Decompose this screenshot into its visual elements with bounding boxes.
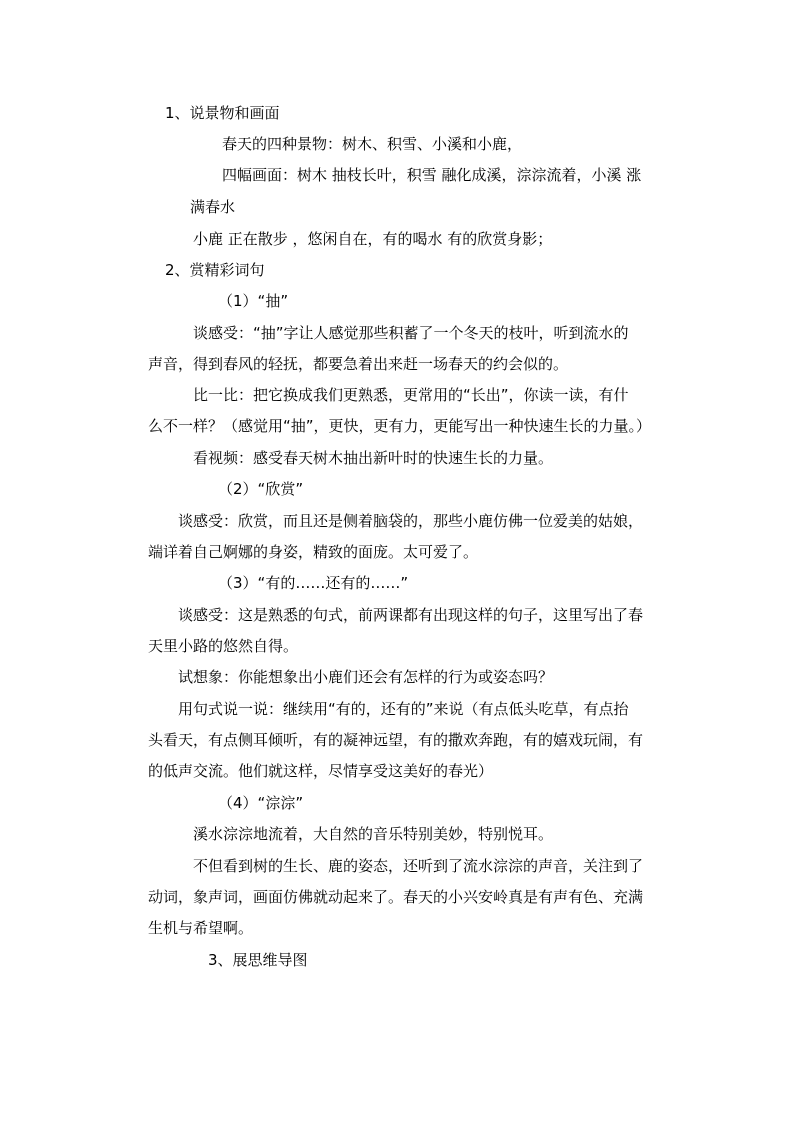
paragraph-line: 的低声交流。他们就这样，尽情享受这美好的春光） — [148, 762, 494, 780]
subheading-1: （1）“抽” — [218, 292, 289, 310]
paragraph-line: 谈感受：欣赏，而且还是侧着脑袋的，那些小鹿仿佛一位爱美的姑娘， — [178, 512, 644, 530]
paragraph-line: 四幅画面：树木 抽枝长叶，积雪 融化成溪，淙淙流着，小溪 涨 — [222, 166, 642, 184]
paragraph-line: 溪水淙淙地流着，大自然的音乐特别美妙，特别悦耳。 — [193, 825, 554, 843]
paragraph-line: 满春水 — [190, 198, 236, 216]
paragraph-line: 用句式说一说：继续用“有的，还有的”来说（有点低头吃草，有点抬 — [178, 700, 629, 718]
paragraph-line: 小鹿 正在散步 ，悠闲自在，有的喝水 有的欣赏身影； — [193, 230, 553, 248]
paragraph-line: 谈感受：“抽”字让人感觉那些积蓄了一个冬天的枝叶，听到流水的 — [193, 324, 629, 342]
section-heading-2: 2、赏精彩词句 — [165, 261, 265, 279]
paragraph-line: 谈感受：这是熟悉的句式，前两课都有出现这样的句子，这里写出了春 — [178, 606, 644, 624]
paragraph-line: 么不一样？（感觉用“抽”，更快，更有力，更能写出一种快速生长的力量。） — [148, 417, 652, 435]
subheading-3: （3）“有的……还有的……” — [218, 574, 409, 592]
paragraph-line: 天里小路的悠然自得。 — [148, 637, 299, 655]
paragraph-line: 生机与希望啊。 — [148, 919, 254, 937]
paragraph-line: 试想象：你能想象出小鹿们还会有怎样的行为或姿态吗？ — [178, 668, 554, 686]
subheading-2: （2）“欣赏” — [218, 480, 304, 498]
paragraph-line: 端详着自己婀娜的身姿，精致的面庞。太可爱了。 — [148, 543, 479, 561]
paragraph-line: 声音，得到春风的轻抚，都要急着出来赶一场春天的约会似的。 — [148, 355, 569, 373]
paragraph-line: 不但看到树的生长、鹿的姿态，还听到了流水淙淙的声音，关注到了 — [193, 857, 644, 875]
subheading-4: （4）“淙淙” — [218, 794, 304, 812]
section-heading-3: 3、展思维导图 — [208, 951, 308, 969]
paragraph-line: 比一比：把它换成我们更熟悉，更常用的“长出”，你读一读，有什 — [193, 386, 629, 404]
paragraph-line: 看视频：感受春天树木抽出新叶时的快速生长的力量。 — [193, 449, 554, 467]
paragraph-line: 动词，象声词，画面仿佛就动起来了。春天的小兴安岭真是有声有色、充满 — [148, 888, 644, 906]
section-heading-1: 1、说景物和画面 — [165, 104, 280, 122]
paragraph-line: 春天的四种景物：树木、积雪、小溪和小鹿， — [222, 135, 523, 153]
paragraph-line: 头看天，有点侧耳倾听，有的凝神远望，有的撒欢奔跑，有的嬉戏玩闹，有 — [148, 731, 644, 749]
